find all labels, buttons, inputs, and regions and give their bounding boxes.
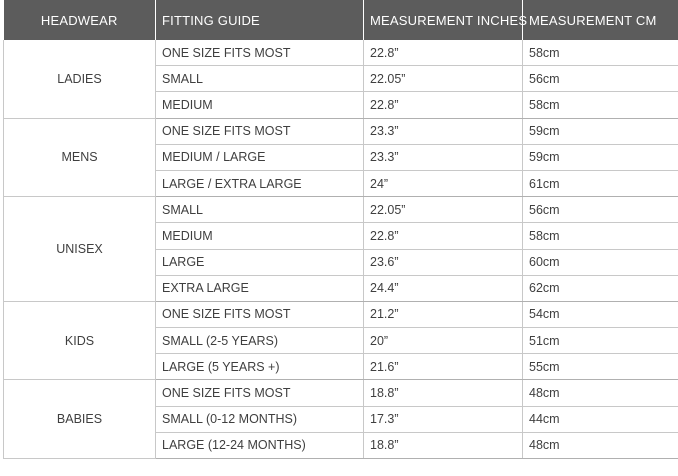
fitting-guide-cell: LARGE / EXTRA LARGE [156,170,364,196]
cm-cell: 59cm [523,118,678,144]
cm-cell: 56cm [523,66,678,92]
inches-cell: 18.8” [364,380,523,406]
inches-cell: 23.3” [364,144,523,170]
cm-cell: 58cm [523,40,678,66]
inches-cell: 22.8” [364,92,523,118]
header-headwear: HEADWEAR [4,0,156,40]
fitting-guide-cell: MEDIUM / LARGE [156,144,364,170]
fitting-guide-cell: ONE SIZE FITS MOST [156,118,364,144]
headwear-group-ladies: LADIES [4,40,156,118]
table-header [4,0,678,40]
fitting-guide-cell: SMALL (0-12 MONTHS) [156,406,364,432]
header-measurement-cm: MEASUREMENT CM [523,0,678,40]
cm-cell: 59cm [523,144,678,170]
header-fitting-guide: FITTING GUIDE [156,0,364,40]
table-row [4,301,678,327]
inches-cell: 22.05” [364,197,523,223]
table-row [4,380,678,406]
fitting-guide-cell: ONE SIZE FITS MOST [156,301,364,327]
table-body [4,40,678,459]
size-guide [3,0,677,468]
inches-cell: 21.2” [364,301,523,327]
cm-cell: 62cm [523,275,678,301]
inches-cell: 22.8” [364,223,523,249]
inches-cell: 22.8” [364,40,523,66]
inches-cell: 18.8” [364,432,523,458]
inches-cell: 22.05” [364,66,523,92]
cm-cell: 61cm [523,170,678,196]
table-row [4,197,678,223]
table-row [4,40,678,66]
size-chart-table [3,0,678,459]
header-row [4,0,678,40]
fitting-guide-cell: SMALL (2-5 YEARS) [156,328,364,354]
inches-cell: 23.6” [364,249,523,275]
inches-cell: 21.6” [364,354,523,380]
inches-cell: 24.4” [364,275,523,301]
cm-cell: 44cm [523,406,678,432]
cm-cell: 58cm [523,223,678,249]
fitting-guide-cell: MEDIUM [156,223,364,249]
cm-cell: 56cm [523,197,678,223]
inches-cell: 23.3” [364,118,523,144]
fitting-guide-cell: LARGE (5 YEARS +) [156,354,364,380]
fitting-guide-cell: LARGE [156,249,364,275]
cm-cell: 51cm [523,328,678,354]
fitting-guide-cell: SMALL [156,66,364,92]
fitting-guide-cell: ONE SIZE FITS MOST [156,40,364,66]
cm-cell: 55cm [523,354,678,380]
fitting-guide-cell: SMALL [156,197,364,223]
header-measurement-inches: MEASUREMENT INCHES [364,0,523,40]
cm-cell: 54cm [523,301,678,327]
headwear-group-mens: MENS [4,118,156,197]
cm-cell: 58cm [523,92,678,118]
cm-cell: 60cm [523,249,678,275]
cm-cell: 48cm [523,380,678,406]
table-row [4,118,678,144]
headwear-group-unisex: UNISEX [4,197,156,302]
inches-cell: 20” [364,328,523,354]
fitting-guide-cell: LARGE (12-24 MONTHS) [156,432,364,458]
headwear-group-babies: BABIES [4,380,156,459]
fitting-guide-cell: MEDIUM [156,92,364,118]
inches-cell: 24” [364,170,523,196]
inches-cell: 17.3” [364,406,523,432]
fitting-guide-cell: EXTRA LARGE [156,275,364,301]
headwear-group-kids: KIDS [4,301,156,380]
cm-cell: 48cm [523,432,678,458]
fitting-guide-cell: ONE SIZE FITS MOST [156,380,364,406]
